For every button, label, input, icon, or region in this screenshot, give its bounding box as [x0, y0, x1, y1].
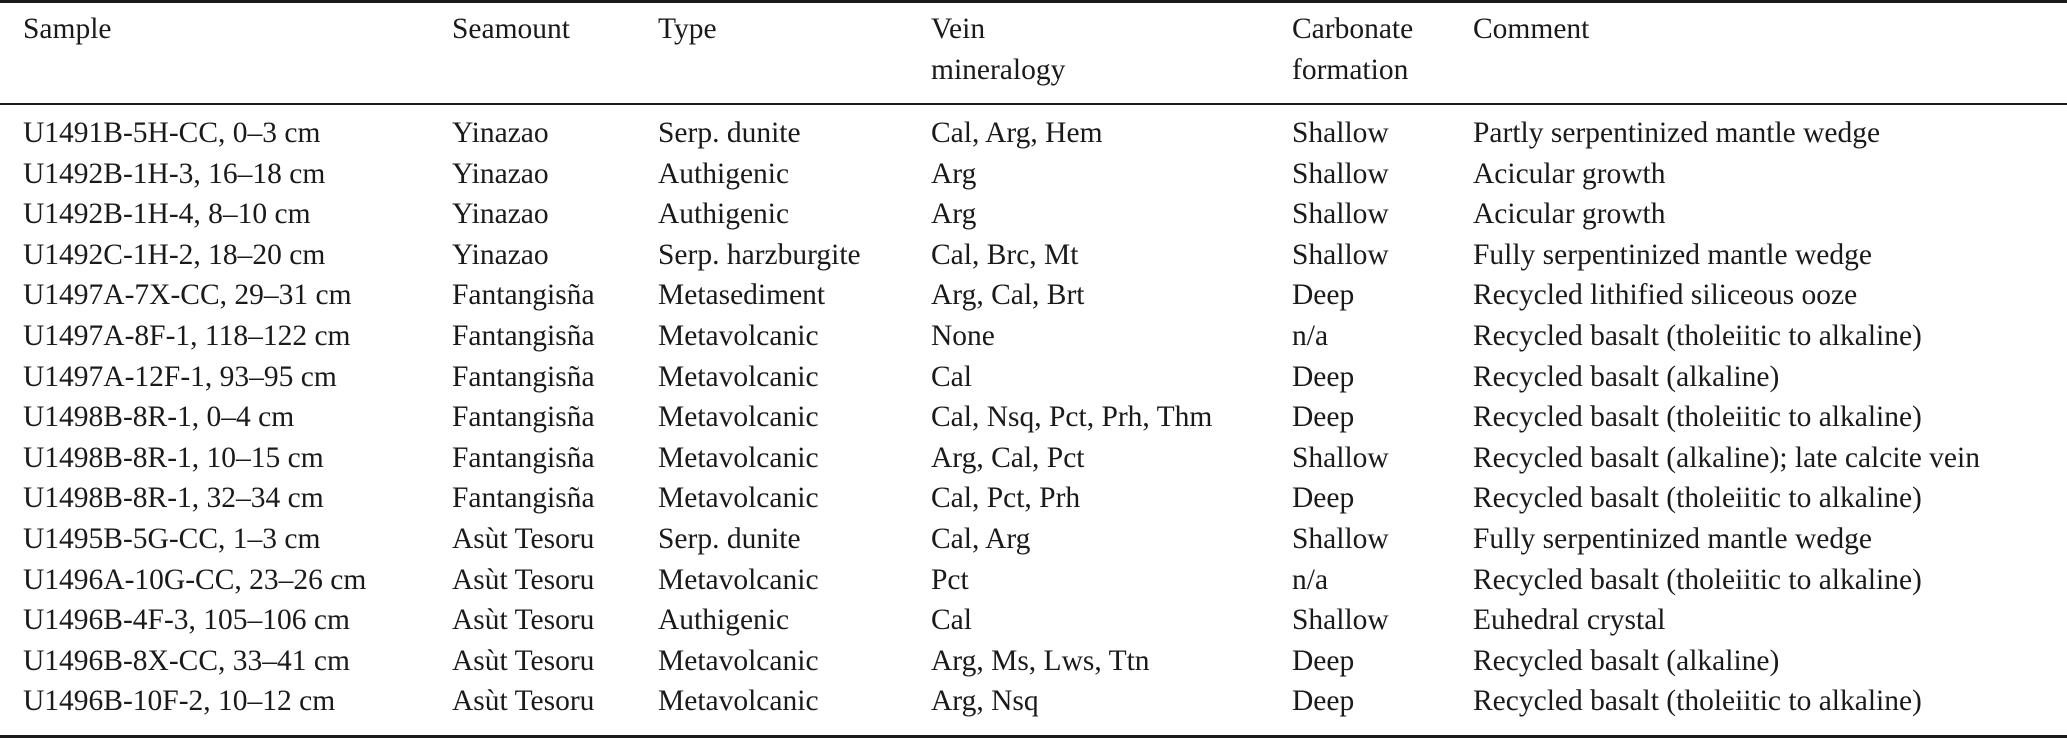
cell-vein: Cal, Pct, Prh — [931, 482, 1081, 515]
header-comment-label: Comment — [1473, 13, 1590, 45]
table-row — [0, 519, 2067, 560]
cell-sample: U1492B-1H-3, 16–18 cm — [23, 157, 326, 190]
cell-carbonate: Shallow — [1292, 522, 1389, 555]
cell-sample: U1496B-10F-2, 10–12 cm — [23, 685, 336, 718]
cell-carbonate: Shallow — [1292, 441, 1389, 474]
cell-sample: U1498B-8R-1, 0–4 cm — [23, 401, 295, 434]
cell-sample: U1496A-10G-CC, 23–26 cm — [23, 563, 367, 596]
cell-sample: U1497A-7X-CC, 29–31 cm — [23, 279, 352, 312]
header-sample — [0, 0, 452, 103]
cell-seamount: Fantangisña — [452, 401, 595, 434]
header-vein-line-2: mineralogy — [931, 53, 1066, 86]
cell-comment: Recycled basalt (alkaline); late calcite vein — [1473, 441, 1980, 474]
table-row — [0, 357, 2067, 398]
header-comment — [1473, 0, 2067, 103]
cell-carbonate: Deep — [1292, 360, 1355, 393]
cell-type: Authigenic — [658, 157, 790, 190]
cell-vein: Pct — [931, 563, 969, 596]
cell-carbonate: Deep — [1292, 401, 1355, 434]
cell-vein: Arg, Cal, Brt — [931, 279, 1085, 312]
table-body — [0, 103, 2067, 722]
header-carbonate-formation — [1292, 0, 1473, 103]
table-row — [0, 194, 2067, 235]
cell-comment: Recycled basalt (tholeiitic to alkaline) — [1473, 401, 1922, 434]
cell-sample: U1497A-12F-1, 93–95 cm — [23, 360, 337, 393]
cell-seamount: Fantangisña — [452, 279, 595, 312]
cell-seamount: Yinazao — [452, 157, 549, 190]
cell-seamount: Fantangisña — [452, 482, 595, 515]
header-seamount-label: Seamount — [452, 13, 570, 45]
cell-type: Metavolcanic — [658, 644, 819, 677]
cell-comment: Recycled basalt (alkaline) — [1473, 644, 1780, 677]
cell-seamount: Yinazao — [452, 198, 549, 231]
table-row — [0, 397, 2067, 438]
cell-comment: Recycled basalt (alkaline) — [1473, 360, 1780, 393]
cell-carbonate: Deep — [1292, 482, 1355, 515]
cell-seamount: Fantangisña — [452, 319, 595, 352]
cell-vein: Cal — [931, 604, 972, 637]
table-row — [0, 641, 2067, 682]
header-type-label: Type — [658, 13, 717, 45]
cell-comment: Recycled basalt (tholeiitic to alkaline) — [1473, 319, 1922, 352]
cell-comment: Partly serpentinized mantle wedge — [1473, 117, 1881, 149]
cell-carbonate: n/a — [1292, 563, 1329, 596]
cell-comment: Acicular growth — [1473, 157, 1666, 190]
cell-carbonate: Shallow — [1292, 238, 1389, 271]
cell-sample: U1498B-8R-1, 32–34 cm — [23, 482, 324, 515]
cell-type: Metavolcanic — [658, 401, 819, 434]
cell-vein: Arg — [931, 198, 977, 231]
cell-vein: Arg, Ms, Lws, Ttn — [931, 644, 1150, 677]
table-row — [0, 681, 2067, 722]
cell-comment: Recycled basalt (tholeiitic to alkaline) — [1473, 482, 1922, 515]
cell-type: Authigenic — [658, 198, 790, 231]
header-vein-line-1: Vein — [931, 13, 986, 45]
cell-sample: U1496B-8X-CC, 33–41 cm — [23, 644, 350, 677]
cell-vein: Cal — [931, 360, 972, 393]
cell-type: Serp. harzburgite — [658, 238, 861, 271]
header-row — [0, 0, 2067, 103]
cell-seamount: Yinazao — [452, 238, 549, 271]
cell-seamount: Yinazao — [452, 117, 549, 149]
cell-seamount: Fantangisña — [452, 441, 595, 474]
cell-sample: U1497A-8F-1, 118–122 cm — [23, 319, 351, 352]
cell-carbonate: Shallow — [1292, 157, 1389, 190]
cell-seamount: Fantangisña — [452, 360, 595, 393]
table-header — [0, 0, 2067, 103]
cell-sample: U1495B-5G-CC, 1–3 cm — [23, 522, 321, 555]
cell-carbonate: Deep — [1292, 279, 1355, 312]
table-row — [0, 438, 2067, 479]
cell-comment: Fully serpentinized mantle wedge — [1473, 522, 1872, 555]
cell-sample: U1498B-8R-1, 10–15 cm — [23, 441, 324, 474]
cell-type: Authigenic — [658, 604, 790, 637]
cell-carbonate: Shallow — [1292, 604, 1389, 637]
cell-seamount: Asùt Tesoru — [452, 685, 595, 718]
cell-comment: Recycled basalt (tholeiitic to alkaline) — [1473, 563, 1922, 596]
cell-vein: Arg, Nsq — [931, 685, 1039, 718]
header-carbonate-line-2: formation — [1292, 53, 1409, 86]
cell-sample: U1492B-1H-4, 8–10 cm — [23, 198, 311, 231]
cell-type: Metavolcanic — [658, 441, 819, 474]
cell-type: Metavolcanic — [658, 319, 819, 352]
cell-seamount: Asùt Tesoru — [452, 644, 595, 677]
cell-sample: U1491B-5H-CC, 0–3 cm — [23, 117, 321, 149]
header-type — [658, 0, 931, 103]
cell-type: Metasediment — [658, 279, 826, 312]
cell-vein: Arg, Cal, Pct — [931, 441, 1085, 474]
cell-type: Metavolcanic — [658, 563, 819, 596]
cell-sample: U1492C-1H-2, 18–20 cm — [23, 238, 326, 271]
table-row — [0, 600, 2067, 641]
cell-type: Serp. dunite — [658, 522, 801, 555]
cell-comment: Recycled basalt (tholeiitic to alkaline) — [1473, 685, 1922, 718]
cell-carbonate: Deep — [1292, 644, 1355, 677]
cell-type: Metavolcanic — [658, 685, 819, 718]
header-seamount — [452, 0, 658, 103]
header-carbonate-line-1: Carbonate — [1292, 13, 1414, 45]
cell-vein: Arg — [931, 157, 977, 190]
cell-carbonate: n/a — [1292, 319, 1329, 352]
table-row — [0, 154, 2067, 195]
table-row — [0, 235, 2067, 276]
cell-vein: Cal, Arg — [931, 522, 1031, 555]
cell-comment: Recycled lithified siliceous ooze — [1473, 279, 1858, 312]
cell-sample: U1496B-4F-3, 105–106 cm — [23, 604, 350, 637]
cell-seamount: Asùt Tesoru — [452, 563, 595, 596]
header-vein-mineralogy — [931, 0, 1292, 103]
cell-vein: Cal, Nsq, Pct, Prh, Thm — [931, 401, 1213, 434]
table-row — [0, 478, 2067, 519]
cell-type: Metavolcanic — [658, 360, 819, 393]
cell-comment: Euhedral crystal — [1473, 604, 1666, 637]
table-row — [0, 275, 2067, 316]
cell-carbonate: Shallow — [1292, 117, 1389, 149]
cell-comment: Acicular growth — [1473, 198, 1666, 231]
table-bottom-rule — [0, 735, 2067, 738]
cell-type: Metavolcanic — [658, 482, 819, 515]
cell-type: Serp. dunite — [658, 117, 801, 149]
table-row — [0, 103, 2067, 154]
table-row — [0, 560, 2067, 601]
header-sample-label: Sample — [23, 13, 112, 45]
cell-carbonate: Deep — [1292, 685, 1355, 718]
cell-seamount: Asùt Tesoru — [452, 522, 595, 555]
cell-carbonate: Shallow — [1292, 198, 1389, 231]
cell-comment: Fully serpentinized mantle wedge — [1473, 238, 1872, 271]
cell-seamount: Asùt Tesoru — [452, 604, 595, 637]
table-row — [0, 316, 2067, 357]
cell-vein: None — [931, 319, 995, 352]
cell-vein: Cal, Arg, Hem — [931, 117, 1103, 149]
cell-vein: Cal, Brc, Mt — [931, 238, 1079, 271]
